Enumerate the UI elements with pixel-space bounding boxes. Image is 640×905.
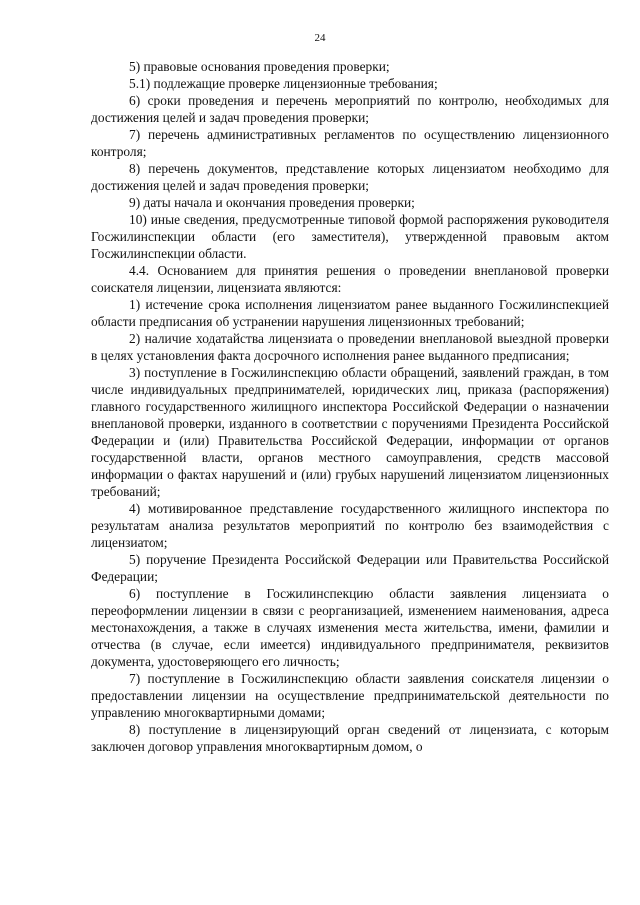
paragraph: 3) поступление в Госжилинспекцию области обращений, заявлений граждан, в том числе индивидуальных предпринимателей, юридических лиц, приказа (распоряжения) главного государственного жилищного инспектора Российской Федерации о назначении внеплановой проверки, изданного в соответствии с поручениями Президента Российской Федерации и (или) Правительства Российской Федерации, информации от органов государственной власти, органов местного самоуправления, средств массовой информации о фактах нарушений и (или) грубых нарушений лицензиатом лицензионных требований; (91, 365, 609, 499)
paragraph: 8) поступление в лицензирующий орган сведений от лицензиата, с которым заключен договор управления многоквартирным домом, о (91, 722, 609, 754)
paragraph: 8) перечень документов, представление которых лицензиатом необходимо для достижения целей и задач проведения проверки; (91, 161, 609, 193)
paragraph: 7) поступление в Госжилинспекцию области заявления соискателя лицензии о предоставлении лицензии на осуществление предпринимательской деятельности по управлению многоквартирными домами; (91, 671, 609, 720)
page-number: 24 (314, 32, 326, 44)
paragraph: 4.4. Основанием для принятия решения о проведении внеплановой проверки соискателя лицензии, лицензиата являются: (91, 263, 609, 295)
paragraph: 10) иные сведения, предусмотренные типовой формой распоряжения руководителя Госжилинспекции области (его заместителя), утвержденной правовым актом Госжилинспекции области. (91, 212, 609, 261)
paragraph: 5) правовые основания проведения проверки; (129, 59, 390, 74)
document-body (91, 58, 609, 755)
paragraph: 6) поступление в Госжилинспекцию области заявления лицензиата о переоформлении лицензии в связи с реорганизацией, изменением наименования, адреса местонахождения, а также в случаях изменения места жительства, имени, фамилии и отчества (в случае, если имеется) индивидуального предпринимателя, реквизитов документа, удостоверяющего его личность; (91, 586, 609, 669)
paragraph: 9) даты начала и окончания проведения проверки; (129, 195, 415, 210)
paragraph: 1) истечение срока исполнения лицензиатом ранее выданного Госжилинспекцией области предписания об устранении нарушения лицензионных требований; (91, 297, 609, 329)
paragraph: 6) сроки проведения и перечень мероприятий по контролю, необходимых для достижения целей и задач проведения проверки; (91, 93, 609, 125)
paragraph: 7) перечень административных регламентов по осуществлению лицензионного контроля; (91, 127, 609, 159)
paragraph: 2) наличие ходатайства лицензиата о проведении внеплановой выездной проверки в целях установления факта досрочного исполнения ранее выданного предписания; (91, 331, 609, 363)
paragraph: 5.1) подлежащие проверке лицензионные требования; (129, 76, 438, 91)
paragraph: 5) поручение Президента Российской Федерации или Правительства Российской Федерации; (91, 552, 609, 584)
paragraph: 4) мотивированное представление государственного жилищного инспектора по результатам анализа результатов мероприятий по контролю без взаимодействия с лицензиатом; (91, 501, 609, 550)
